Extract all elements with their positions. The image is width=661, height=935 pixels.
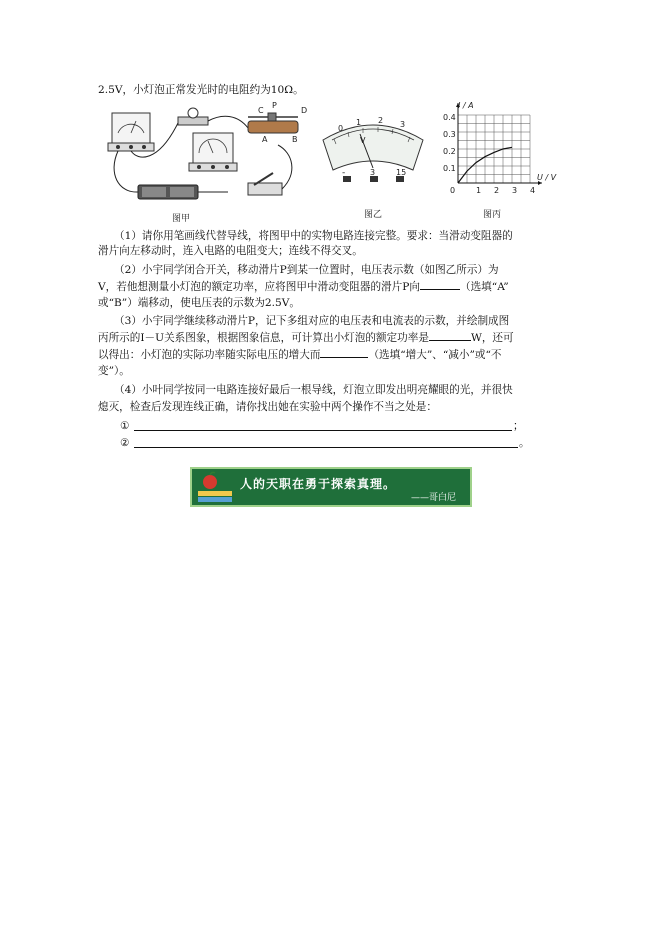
graph-xtick-0: 0 bbox=[450, 186, 456, 195]
q3-line1: （3）小宇同学继续移动滑片P，记下多组对应的电压表和电流表的示数，并绘制成图 bbox=[114, 315, 510, 327]
figure-bing-iu-graph bbox=[440, 103, 565, 208]
dial-small-1: 1 bbox=[356, 118, 362, 127]
motto-author: ——哥白尼 bbox=[410, 493, 456, 503]
rheostat-label-c: C bbox=[258, 106, 264, 115]
lamp-holder bbox=[178, 108, 208, 125]
q3-line3 bbox=[98, 347, 502, 362]
dial-terminal-minus: - bbox=[342, 168, 346, 178]
q2-line3: 或“B”）端移动，使电压表的示数为2.5V。 bbox=[98, 297, 301, 309]
rheostat-device bbox=[248, 113, 298, 133]
q1-line2: 滑片向左移动时，连入电路的电阻变大；连线不得交叉。 bbox=[98, 245, 363, 257]
q4-line1: （4）小叶同学按同一电路连接好最后一根导线，灯泡立即发出明亮耀眼的光，并很快 bbox=[114, 384, 513, 396]
graph-xlabel: U / V bbox=[537, 173, 557, 182]
rheostat-label-a: A bbox=[262, 135, 268, 144]
dial-terminal-3: 3 bbox=[370, 168, 376, 177]
graph-xtick-4: 4 bbox=[530, 186, 536, 195]
figure-yi-voltmeter-dial bbox=[318, 110, 428, 196]
q3-line2-part1: 丙所示的I－U关系图象，根据图象信息，可计算出小灯泡的额定功率是 bbox=[98, 332, 429, 344]
q3-line2-part2: W，还可 bbox=[470, 332, 514, 344]
q3-answer-blank-power[interactable] bbox=[429, 330, 471, 341]
graph-ytick-02: 0.2 bbox=[443, 147, 456, 156]
switch-device bbox=[248, 173, 282, 195]
answer1-marker: ① bbox=[120, 420, 130, 432]
figure-yi-caption: 图乙 bbox=[364, 210, 383, 220]
figure-bing-caption: 图丙 bbox=[483, 210, 502, 220]
answer2-end: 。 bbox=[519, 437, 530, 449]
motto-text: 人的天职在勇于探索真理。 bbox=[240, 477, 397, 491]
graph-ytick-01: 0.1 bbox=[443, 164, 456, 173]
dial-small-2: 2 bbox=[378, 116, 384, 125]
graph-ytick-03: 0.3 bbox=[443, 130, 456, 139]
q2-line2-part2: （选填“A” bbox=[460, 281, 509, 293]
rheostat-label-d: D bbox=[301, 106, 308, 115]
q3-line3-part1: 以得出：小灯泡的实际功率随实际电压的增大而 bbox=[98, 349, 321, 361]
graph-xtick-2: 2 bbox=[494, 186, 500, 195]
answer1-end: ； bbox=[513, 420, 524, 432]
voltmeter-device bbox=[108, 113, 154, 151]
graph-xtick-1: 1 bbox=[476, 186, 482, 195]
q2-line2-part1: V，若他想测量小灯泡的额定功率，应将图甲中滑动变阻器的滑片P向 bbox=[98, 281, 420, 293]
q1-line1: （1）请你用笔画线代替导线，将图甲中的实物电路连接完整。要求：当滑动变阻器的 bbox=[114, 230, 513, 242]
q3-line4: 变”）。 bbox=[98, 365, 130, 377]
intro-text: 2.5V，小灯泡正常发光时的电阻约为10Ω。 bbox=[98, 84, 304, 96]
motto-banner bbox=[190, 467, 472, 507]
q2-line2 bbox=[98, 279, 509, 294]
answer1-line[interactable] bbox=[134, 430, 512, 431]
ammeter-device bbox=[189, 133, 237, 171]
q3-line2 bbox=[98, 330, 514, 345]
apple-books-icon bbox=[196, 471, 236, 505]
dial-small-3: 3 bbox=[400, 120, 406, 129]
answer2-marker: ② bbox=[120, 437, 130, 449]
rheostat-label-b: B bbox=[292, 135, 298, 144]
q3-line3-part2: （选填“增大”、“减小”或“不 bbox=[368, 349, 502, 361]
graph-xtick-3: 3 bbox=[512, 186, 518, 195]
answer2-line[interactable] bbox=[134, 447, 518, 448]
dial-unit: V bbox=[360, 136, 366, 145]
dial-small-0: 0 bbox=[338, 124, 344, 133]
q4-line2: 熄灭，检查后发现连线正确，请你找出她在实验中两个操作不当之处是： bbox=[98, 401, 437, 413]
q2-answer-blank-direction[interactable] bbox=[420, 279, 460, 290]
figure-jia-caption: 图甲 bbox=[172, 214, 191, 224]
q2-line1: （2）小宇同学闭合开关，移动滑片P到某一位置时，电压表示数（如图乙所示）为 bbox=[114, 264, 499, 276]
rheostat-label-p: P bbox=[272, 101, 277, 110]
dial-terminal-15: 15 bbox=[396, 168, 407, 177]
q3-answer-blank-trend[interactable] bbox=[320, 347, 368, 358]
battery-pack bbox=[138, 185, 198, 199]
figure-jia-circuit bbox=[98, 103, 308, 218]
graph-ylabel: I / A bbox=[458, 101, 474, 110]
graph-ytick-04: 0.4 bbox=[443, 113, 456, 122]
